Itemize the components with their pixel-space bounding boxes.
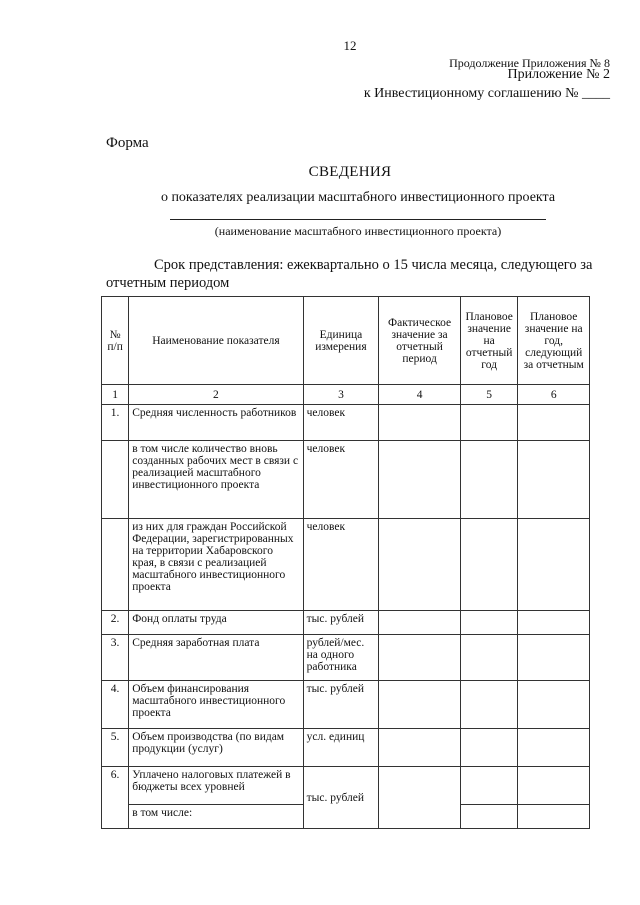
header-unit: Единица измерения (303, 297, 379, 385)
table-row (102, 681, 590, 729)
planned-year-cell[interactable] (460, 805, 517, 829)
planned-next-cell[interactable] (518, 635, 590, 681)
table-row (102, 611, 590, 635)
planned-next-cell[interactable] (518, 611, 590, 635)
appendix-number: Приложение № 2 (507, 67, 610, 82)
unit-cell: рублей/мес. на одного работника (303, 635, 379, 681)
table-row (102, 767, 590, 805)
column-number: 6 (518, 385, 590, 405)
planned-year-cell[interactable] (460, 519, 517, 611)
actual-value-cell[interactable] (379, 681, 461, 729)
column-number: 5 (460, 385, 517, 405)
document-subtitle: о показателях реализации масштабного инвестиционного проекта (160, 190, 556, 205)
table-row (102, 729, 590, 767)
row-number: 5. (102, 729, 129, 767)
column-number: 4 (379, 385, 461, 405)
indicator-name: из них для граждан Российской Федерации, зарегистрированных на территории Хабаровского края, в связи с реализацией масштабного инвестиционного проекта (129, 519, 303, 611)
actual-value-cell[interactable] (379, 611, 461, 635)
planned-next-cell[interactable] (518, 729, 590, 767)
table-body (102, 385, 590, 829)
actual-value-cell[interactable] (379, 441, 461, 519)
unit-cell: человек (303, 519, 379, 611)
project-name-line (170, 219, 546, 220)
indicator-name: Фонд оплаты труда (129, 611, 303, 635)
column-number: 2 (129, 385, 303, 405)
document-title: СВЕДЕНИЯ (308, 164, 392, 180)
unit-cell: усл. единиц (303, 729, 379, 767)
table-row (102, 441, 590, 519)
actual-value-cell[interactable] (379, 635, 461, 681)
unit-cell: тыс. рублей (303, 681, 379, 729)
actual-value-cell[interactable] (379, 519, 461, 611)
indicator-name: Объем финансирования масштабного инвестиционного проекта (129, 681, 303, 729)
form-label: Форма (106, 135, 149, 151)
planned-year-cell[interactable] (460, 767, 517, 805)
table-row (102, 635, 590, 681)
row-number (102, 441, 129, 519)
planned-year-cell[interactable] (460, 635, 517, 681)
actual-value-cell[interactable] (379, 767, 461, 829)
header-actual-value: Фактическое значение за отчетный период (379, 297, 461, 385)
planned-year-cell[interactable] (460, 729, 517, 767)
indicator-name: Объем производства (по видам продукции (услуг) (129, 729, 303, 767)
table-row (102, 405, 590, 441)
planned-next-cell[interactable] (518, 805, 590, 829)
submission-deadline: Срок представления: ежеквартально о 15 числа месяца, следующего за отчетным периодом (106, 257, 593, 291)
planned-year-cell[interactable] (460, 405, 517, 441)
row-number (102, 519, 129, 611)
planned-next-cell[interactable] (518, 681, 590, 729)
column-numbers-row (102, 385, 590, 405)
planned-next-cell[interactable] (518, 767, 590, 805)
planned-year-cell[interactable] (460, 681, 517, 729)
appendix-continuation: Продолжение Приложения № 8 (449, 56, 610, 70)
indicator-name: в том числе количество вновь созданных рабочих мест в связи с реализацией масштабного инвестиционного проекта (129, 441, 303, 519)
column-number: 1 (102, 385, 129, 405)
indicator-name: Средняя численность работников (129, 405, 303, 441)
row-number: 2. (102, 611, 129, 635)
unit-cell: человек (303, 441, 379, 519)
actual-value-cell[interactable] (379, 729, 461, 767)
indicator-name: Средняя заработная плата (129, 635, 303, 681)
row-number: 6. (102, 767, 129, 829)
planned-next-cell[interactable] (518, 441, 590, 519)
unit-cell: тыс. рублей (303, 611, 379, 635)
indicator-name: Уплачено налоговых платежей в бюджеты всех уровней (129, 767, 303, 805)
column-number: 3 (303, 385, 379, 405)
row-number: 3. (102, 635, 129, 681)
indicator-name: в том числе: (129, 805, 303, 829)
row-number: 1. (102, 405, 129, 441)
indicators-table (101, 296, 590, 829)
agreement-reference: к Инвестиционному соглашению № ____ (363, 86, 610, 101)
table-row (102, 519, 590, 611)
row-number: 4. (102, 681, 129, 729)
header-planned-next-year: Плановое значение на год, следующий за отчетным (518, 297, 590, 385)
planned-year-cell[interactable] (460, 441, 517, 519)
planned-next-cell[interactable] (518, 405, 590, 441)
page-number: 12 (343, 38, 357, 53)
unit-cell: человек (303, 405, 379, 441)
actual-value-cell[interactable] (379, 405, 461, 441)
unit-cell: тыс. рублей (303, 767, 379, 829)
header-indicator-name: Наименование показателя (129, 297, 303, 385)
planned-next-cell[interactable] (518, 519, 590, 611)
header-planned-year: Плановое значение на отчетный год (460, 297, 517, 385)
planned-year-cell[interactable] (460, 611, 517, 635)
header-no: № п/п (102, 297, 129, 385)
project-name-caption: (наименование масштабного инвестиционного проекта) (214, 224, 502, 238)
